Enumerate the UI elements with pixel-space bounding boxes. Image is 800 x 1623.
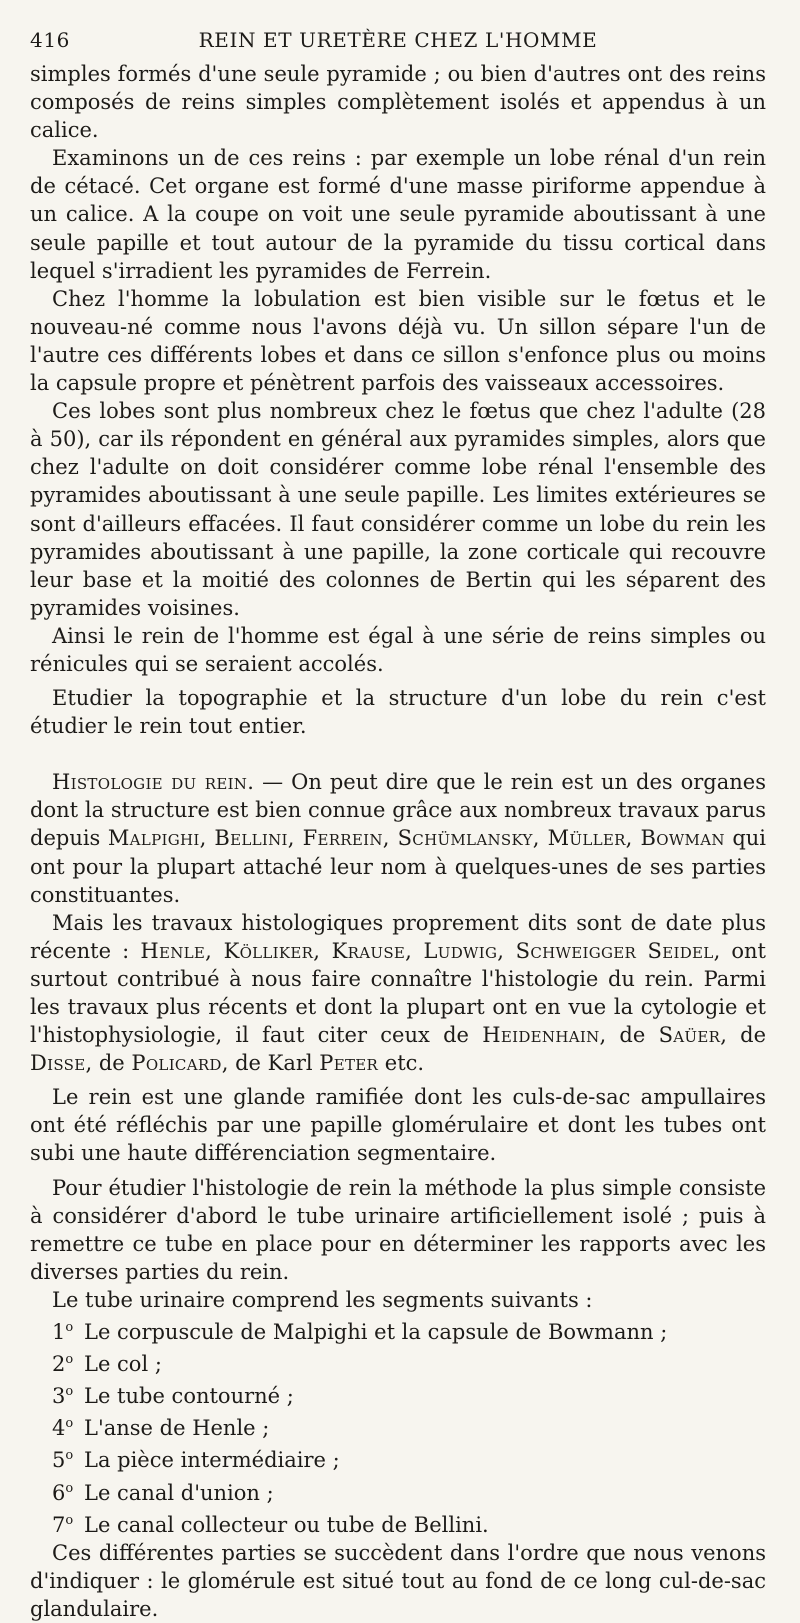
text-run: — On peut dire que le rein est un des organes dont la structure est bien connue grâce aux nombreux travaux parus depuis xyxy=(30,770,766,851)
text-run: , de xyxy=(599,1023,659,1048)
page-header xyxy=(30,24,766,60)
segments-list xyxy=(30,1314,766,1539)
paragraph-5: Ainsi le rein de l'homme est égal à une série de reins simples ou rénicules qui se seraient accolés. xyxy=(30,623,766,676)
list-text: Le corpuscule de Malpighi et la capsule de Bowmann ; xyxy=(84,1320,668,1345)
page-number: 416 xyxy=(30,28,70,52)
paragraph-1: simples formés d'une seule pyramide ; ou bien d'autres ont des reins composés de reins simples complètement isolés et appendus à un calice. xyxy=(30,62,766,143)
author-name: Heidenhain xyxy=(482,1023,600,1048)
list-text: Le tube contourné ; xyxy=(84,1384,294,1409)
author-name: Disse xyxy=(30,1051,86,1076)
list-number: 6$^o$ xyxy=(52,1480,74,1505)
list-text: Le col ; xyxy=(84,1352,162,1377)
text-run: , de xyxy=(85,1051,132,1076)
author-name: Peter xyxy=(319,1051,379,1076)
text-run: , ont surtout contribué à nous faire connaître l'histologie du rein. Parmi les travaux plus récents et dont la plupart ont en vue la cytologie et l'histophysiologie, il faut citer ceux de xyxy=(30,938,766,1048)
paragraph-3: Chez l'homme la lobulation est bien visible sur le fœtus et le nouveau-né comme nous l'avons déjà vu. Un sillon sépare l'un de l'autre ces différents lobes et dans ce sillon s'enfonce plus ou moins la capsule propre et pénètrent parfois des vaisseaux accessoires. xyxy=(30,286,766,396)
list-number: 4$^o$ xyxy=(52,1416,74,1441)
list-item xyxy=(30,1442,766,1474)
text-run: etc. xyxy=(378,1051,425,1076)
author-names: Malpighi, Bellini, Ferrein, Schümlansky, Müller, Bowman xyxy=(107,826,725,851)
text-run: , de Karl xyxy=(221,1051,320,1076)
book-page xyxy=(30,24,766,1623)
paragraph-travaux xyxy=(30,909,766,1078)
list-item xyxy=(30,1378,766,1410)
section-heading: Histologie du rein. xyxy=(52,770,255,795)
text-run: , de xyxy=(720,1023,766,1048)
text-run: qui ont pour la plupart attaché leur nom à quelques-unes de ses parties constituantes. xyxy=(30,826,767,907)
list-number: 1$^o$ xyxy=(52,1320,74,1345)
author-names: Henle, Kölliker, Krause, Ludwig, Schweigger Seidel xyxy=(140,938,714,963)
paragraph-segments-intro: Le tube urinaire comprend les segments suivants : xyxy=(52,1287,593,1312)
list-text: La pièce intermédiaire ; xyxy=(84,1448,340,1473)
list-text: Le canal d'union ; xyxy=(84,1480,274,1505)
list-text: L'anse de Henle ; xyxy=(84,1416,270,1441)
list-number: 2$^o$ xyxy=(52,1352,74,1377)
body-text xyxy=(30,60,766,1623)
running-title: REIN ET URETÈRE CHEZ L'HOMME xyxy=(198,28,598,52)
paragraph-glande: Le rein est une glande ramifiée dont les culs-de-sac ampullaires ont été réfléchis par une papille glomérulaire et dont les tubes ont subi une haute différenciation segmentaire. xyxy=(30,1085,766,1166)
list-number: 5$^o$ xyxy=(52,1448,74,1473)
list-item xyxy=(30,1346,766,1378)
author-name: Policard xyxy=(131,1051,222,1076)
paragraph-methode: Pour étudier l'histologie de rein la méthode la plus simple consiste à considérer d'abord le tube urinaire artificiellement isolé ; puis à remettre ce tube en place pour en déterminer les rapports avec les diverses parties du rein. xyxy=(30,1175,766,1284)
paragraph-histologie xyxy=(30,768,766,908)
list-number: 7$^o$ xyxy=(52,1512,74,1537)
list-number: 3$^o$ xyxy=(52,1384,74,1409)
paragraph-ordre: Ces différentes parties se succèdent dans l'ordre que nous venons d'indiquer : le glomérule est situé tout au fond de ce long cul-de-sac glandulaire. xyxy=(30,1540,766,1621)
author-name: Saüer xyxy=(658,1023,721,1048)
list-item xyxy=(30,1314,766,1346)
text-run: Mais les travaux histologiques proprement dits sont de date plus récente : xyxy=(30,910,766,963)
list-item xyxy=(30,1475,766,1507)
paragraph-6: Etudier la topographie et la structure d'un lobe du rein c'est étudier le rein tout entier. xyxy=(30,686,766,739)
paragraph-4: Ces lobes sont plus nombreux chez le fœtus que chez l'adulte (28 à 50), car ils répondent en général aux pyramides simples, alors que chez l'adulte on doit considérer comme lobe rénal l'ensemble des pyramides aboutissant à une seule papille. Les limites extérieures se sont d'ailleurs effacées. Il faut considérer comme un lobe du rein les pyramides aboutissant à une papille, la zone corticale qui recouvre leur base et la moitié des colonnes de Bertin qui les séparent des pyramides voisines. xyxy=(30,399,766,620)
list-item xyxy=(30,1507,766,1539)
list-text: Le canal collecteur ou tube de Bellini. xyxy=(84,1512,489,1537)
paragraph-2: Examinons un de ces reins : par exemple un lobe rénal d'un rein de cétacé. Cet organe est formé d'une masse piriforme appendue à un calice. A la coupe on voit une seule pyramide aboutissant à une seule papille et tout autour de la pyramide du tissu cortical dans lequel s'irradient les pyramides de Ferrein. xyxy=(30,146,766,283)
list-item xyxy=(30,1410,766,1442)
